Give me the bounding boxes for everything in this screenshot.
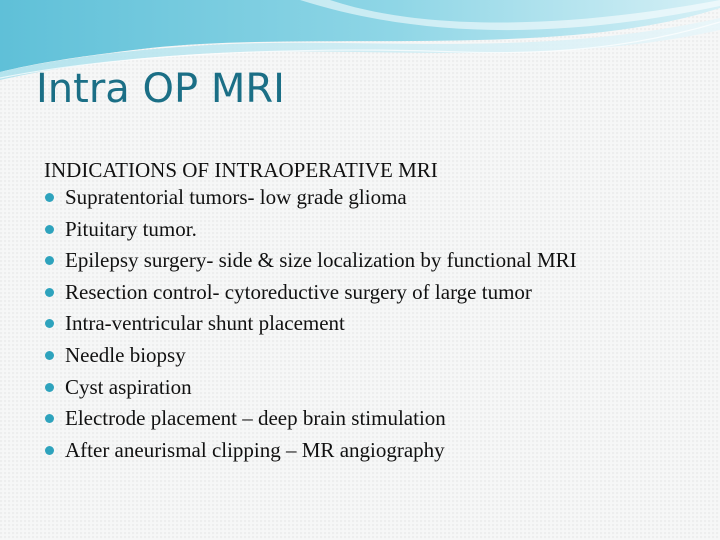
list-item: [44, 249, 684, 271]
list-item: [44, 407, 684, 429]
list-item-text: Intra-ventricular shunt placement: [65, 311, 345, 336]
bullet-dot-icon: [45, 256, 54, 265]
indication-list: [44, 186, 684, 461]
list-item: [44, 344, 684, 366]
bullet-dot-icon: [45, 319, 54, 328]
list-item-text: Supratentorial tumors- low grade glioma: [65, 185, 407, 209]
bullet-dot-icon: [45, 351, 54, 360]
slide-title: Intra OP MRI: [36, 66, 285, 112]
list-item-text: Resection control- cytoreductive surgery of large tumor: [65, 279, 532, 304]
list-item: [44, 376, 684, 398]
section-heading: INDICATIONS OF INTRAOPERATIVE MRI: [44, 158, 438, 182]
bullet-dot-icon: [45, 288, 54, 297]
list-item-text: Electrode placement – deep brain stimulation: [65, 406, 446, 431]
list-item: [44, 218, 684, 240]
list-item: [44, 312, 684, 334]
bullet-dot-icon: [45, 193, 54, 202]
bullet-dot-icon: [45, 225, 54, 234]
list-item-text: Needle biopsy: [65, 342, 186, 367]
bullet-dot-icon: [45, 414, 54, 423]
slide-body: [44, 156, 684, 470]
list-item-text: Pituitary tumor.: [65, 216, 197, 241]
list-item-text: Cyst aspiration: [65, 374, 192, 399]
list-item-text: Epilepsy surgery- side & size localization by functional MRI: [65, 248, 577, 273]
list-item: [44, 439, 684, 461]
bullet-dot-icon: [45, 383, 54, 392]
list-item-text: After aneurismal clipping – MR angiography: [65, 437, 445, 462]
bullet-dot-icon: [45, 446, 54, 455]
list-item: [44, 281, 684, 303]
list-item: [44, 186, 684, 208]
